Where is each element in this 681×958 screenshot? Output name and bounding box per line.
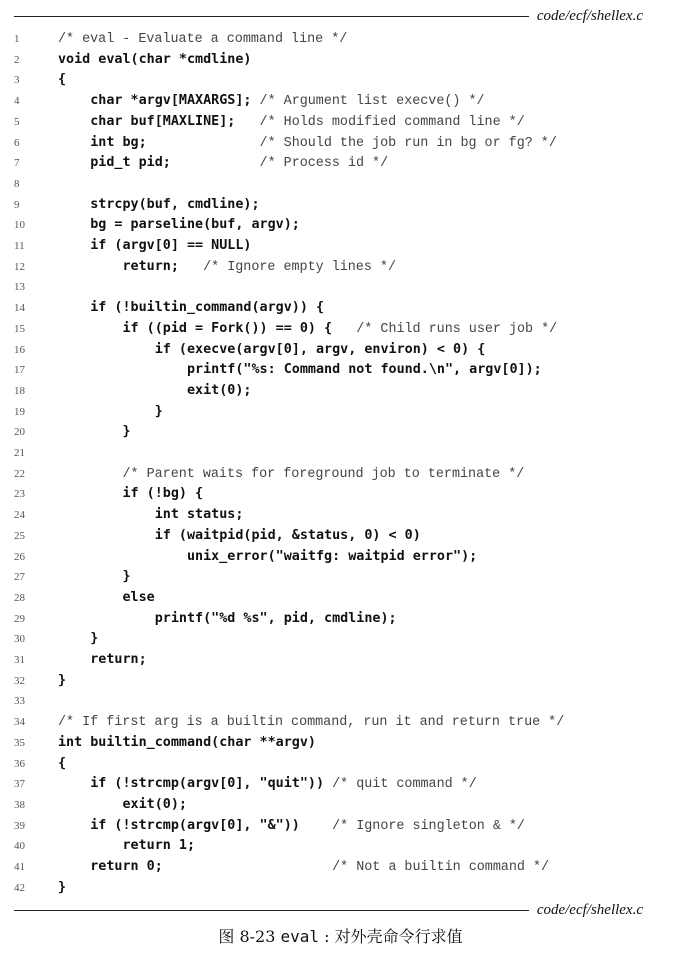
line-text [58, 257, 396, 279]
code-line [0, 484, 681, 505]
code-text: } [58, 403, 163, 419]
line-text [58, 91, 485, 113]
line-number: 30 [14, 633, 25, 646]
code-text [58, 466, 123, 481]
line-number: 23 [14, 488, 25, 501]
code-comment: /* Ignore singleton & */ [332, 818, 525, 834]
line-text [58, 298, 324, 320]
line-text [58, 215, 300, 237]
line-text [58, 153, 388, 175]
line-text [58, 133, 557, 155]
code-text: else [58, 589, 155, 605]
line-text [58, 381, 251, 403]
code-text: { [58, 755, 67, 771]
code-line [0, 402, 681, 423]
code-line [0, 340, 681, 361]
line-number: 18 [14, 384, 25, 397]
caption-function: eval [280, 927, 320, 946]
line-number: 12 [14, 260, 25, 273]
code-text: if (execve(argv[0], argv, environ) < 0) { [58, 341, 486, 357]
line-number: 14 [14, 302, 25, 315]
code-line [0, 464, 681, 485]
code-line [0, 174, 681, 195]
code-text: return 0; [58, 859, 333, 874]
line-number: 28 [14, 591, 25, 604]
code-line [0, 133, 681, 154]
line-number: 9 [14, 198, 20, 211]
line-number: 7 [14, 157, 20, 170]
code-text: } [58, 631, 99, 647]
line-text [58, 712, 564, 734]
line-number: 19 [14, 405, 25, 418]
code-line [0, 29, 681, 50]
code-text: if (!builtin_command(argv)) { [58, 300, 325, 316]
line-text [58, 650, 147, 672]
code-comment: /* Parent waits for foreground job to terminate */ [122, 466, 525, 482]
code-text: } [58, 879, 67, 895]
line-number: 41 [14, 861, 25, 873]
code-text: if (waitpid(pid, &status, 0) < 0) [58, 527, 421, 543]
line-number: 37 [14, 778, 25, 791]
line-text [58, 857, 549, 879]
line-number: 13 [14, 281, 25, 294]
rule-line [14, 910, 529, 911]
line-text [58, 112, 525, 134]
line-number: 6 [14, 136, 20, 149]
line-number: 31 [14, 654, 25, 666]
line-number: 22 [14, 467, 25, 480]
rule-line [14, 16, 529, 17]
line-number: 35 [14, 736, 25, 749]
code-line [0, 505, 681, 526]
line-number: 3 [14, 74, 20, 87]
line-number: 42 [14, 881, 25, 894]
code-text: exit(0); [58, 796, 187, 812]
code-comment: /* Holds modified command line */ [259, 114, 525, 130]
line-number: 39 [14, 819, 25, 832]
line-number: 16 [14, 343, 25, 356]
line-text [58, 526, 421, 548]
code-line [0, 878, 681, 899]
code-line [0, 588, 681, 609]
code-line [0, 257, 681, 278]
code-text: } [58, 672, 67, 688]
line-text [58, 422, 131, 444]
line-text [58, 754, 66, 776]
code-text: bg = parseline(buf, argv); [58, 217, 300, 233]
code-line [0, 443, 681, 464]
line-number: 36 [14, 757, 25, 770]
code-comment: /* eval - Evaluate a command line */ [58, 32, 348, 47]
code-line [0, 360, 681, 381]
code-text: if (!strcmp(argv[0], "quit")) [58, 776, 333, 792]
code-comment: /* Argument list execve() */ [259, 94, 485, 110]
code-text: printf("%d %s", pid, cmdline); [58, 610, 397, 626]
code-line [0, 691, 681, 712]
code-text: return 1; [58, 838, 196, 854]
code-text: { [58, 72, 67, 88]
code-comment: /* Ignore empty lines */ [203, 259, 396, 275]
code-line [0, 567, 681, 588]
code-line [0, 774, 681, 795]
code-line [0, 733, 681, 754]
code-line [0, 381, 681, 402]
caption-text: 对外壳命令行求值 [334, 927, 463, 946]
code-comment: /* quit command */ [332, 777, 477, 793]
code-line [0, 816, 681, 837]
line-number: 4 [14, 95, 20, 108]
code-text: char buf[MAXLINE]; [58, 113, 260, 129]
code-line [0, 795, 681, 816]
code-comment: /* Process id */ [259, 156, 389, 172]
line-number: 10 [14, 219, 25, 232]
line-number: 34 [14, 716, 25, 729]
line-number: 17 [14, 364, 25, 377]
code-text: exit(0); [58, 382, 252, 398]
line-number: 24 [14, 509, 25, 522]
line-number: 8 [14, 177, 20, 190]
caption-separator: : [319, 927, 335, 946]
line-text [58, 236, 251, 258]
line-number: 2 [14, 53, 20, 66]
line-number: 20 [14, 426, 25, 439]
line-number: 21 [14, 447, 25, 459]
line-text [58, 505, 243, 527]
code-line [0, 526, 681, 547]
code-line [0, 91, 681, 112]
figure-number: 图 8-23 [218, 927, 276, 946]
code-text: int builtin_command(char **argv) [58, 734, 316, 750]
line-text [58, 629, 98, 651]
line-text [58, 816, 525, 838]
code-text: pid_t pid; [58, 155, 260, 171]
line-number: 25 [14, 529, 25, 542]
code-text: void eval(char *cmdline) [58, 51, 252, 67]
figure-caption [0, 924, 681, 947]
code-text: char *argv[MAXARGS]; [58, 93, 260, 109]
line-text [58, 464, 524, 486]
code-text: return; [58, 258, 204, 274]
code-line [0, 153, 681, 174]
line-number: 29 [14, 612, 25, 625]
code-text: int bg; [58, 134, 260, 150]
code-text: printf("%s: Command not found.\n", argv[0]); [58, 362, 542, 378]
code-text: if (!strcmp(argv[0], "&")) [58, 817, 333, 833]
code-line [0, 857, 681, 878]
line-number: 11 [14, 240, 25, 252]
code-line [0, 50, 681, 71]
line-text [58, 671, 66, 693]
code-text: } [58, 424, 131, 440]
line-number: 33 [14, 695, 25, 708]
code-line [0, 609, 681, 630]
code-line [0, 712, 681, 733]
code-text: strcpy(buf, cmdline); [58, 196, 260, 212]
line-text [58, 360, 542, 382]
code-line [0, 671, 681, 692]
line-text [58, 795, 187, 817]
code-line [0, 422, 681, 443]
code-line [0, 70, 681, 91]
line-number: 26 [14, 550, 25, 563]
code-text: int status; [58, 507, 244, 523]
line-number: 15 [14, 322, 25, 335]
code-comment: /* Not a builtin command */ [332, 860, 550, 875]
line-text [58, 29, 347, 51]
line-text [58, 340, 485, 362]
code-line [0, 236, 681, 257]
line-text [58, 733, 316, 755]
code-line [0, 277, 681, 298]
code-text: if ((pid = Fork()) == 0) { [58, 320, 357, 336]
code-line [0, 319, 681, 340]
code-text: } [58, 569, 131, 585]
line-number: 27 [14, 571, 25, 584]
line-text [58, 878, 66, 900]
code-line [0, 836, 681, 857]
line-number: 40 [14, 840, 25, 853]
code-comment: /* Child runs user job */ [356, 321, 558, 337]
code-comment: /* If first arg is a builtin command, run it and return true */ [58, 715, 565, 731]
file-label: code/ecf/shellex.c [536, 901, 643, 918]
line-number: 1 [14, 33, 20, 45]
code-line [0, 112, 681, 133]
header-rule [14, 6, 643, 26]
line-text [58, 609, 397, 631]
code-line [0, 298, 681, 319]
code-line [0, 650, 681, 671]
code-line [0, 547, 681, 568]
line-number: 38 [14, 798, 25, 811]
code-text: if (!bg) { [58, 486, 204, 502]
footer-rule [14, 900, 643, 920]
code-line [0, 195, 681, 216]
code-text: return; [58, 652, 147, 667]
line-text [58, 70, 66, 92]
code-text: if (argv[0] == NULL) [58, 238, 252, 253]
line-text [58, 319, 557, 341]
line-text [58, 50, 251, 72]
line-text [58, 836, 195, 858]
code-line [0, 754, 681, 775]
line-number: 32 [14, 674, 25, 687]
line-text [58, 402, 163, 424]
line-text [58, 547, 477, 569]
code-comment: /* Should the job run in bg or fg? */ [259, 135, 557, 151]
line-text [58, 567, 131, 589]
code-line [0, 629, 681, 650]
line-text [58, 195, 260, 217]
line-number: 5 [14, 115, 20, 128]
line-text [58, 484, 203, 506]
code-line [0, 215, 681, 236]
line-text [58, 588, 155, 610]
file-label: code/ecf/shellex.c [536, 7, 643, 24]
code-text: unix_error("waitfg: waitpid error"); [58, 548, 478, 564]
line-text [58, 774, 477, 796]
